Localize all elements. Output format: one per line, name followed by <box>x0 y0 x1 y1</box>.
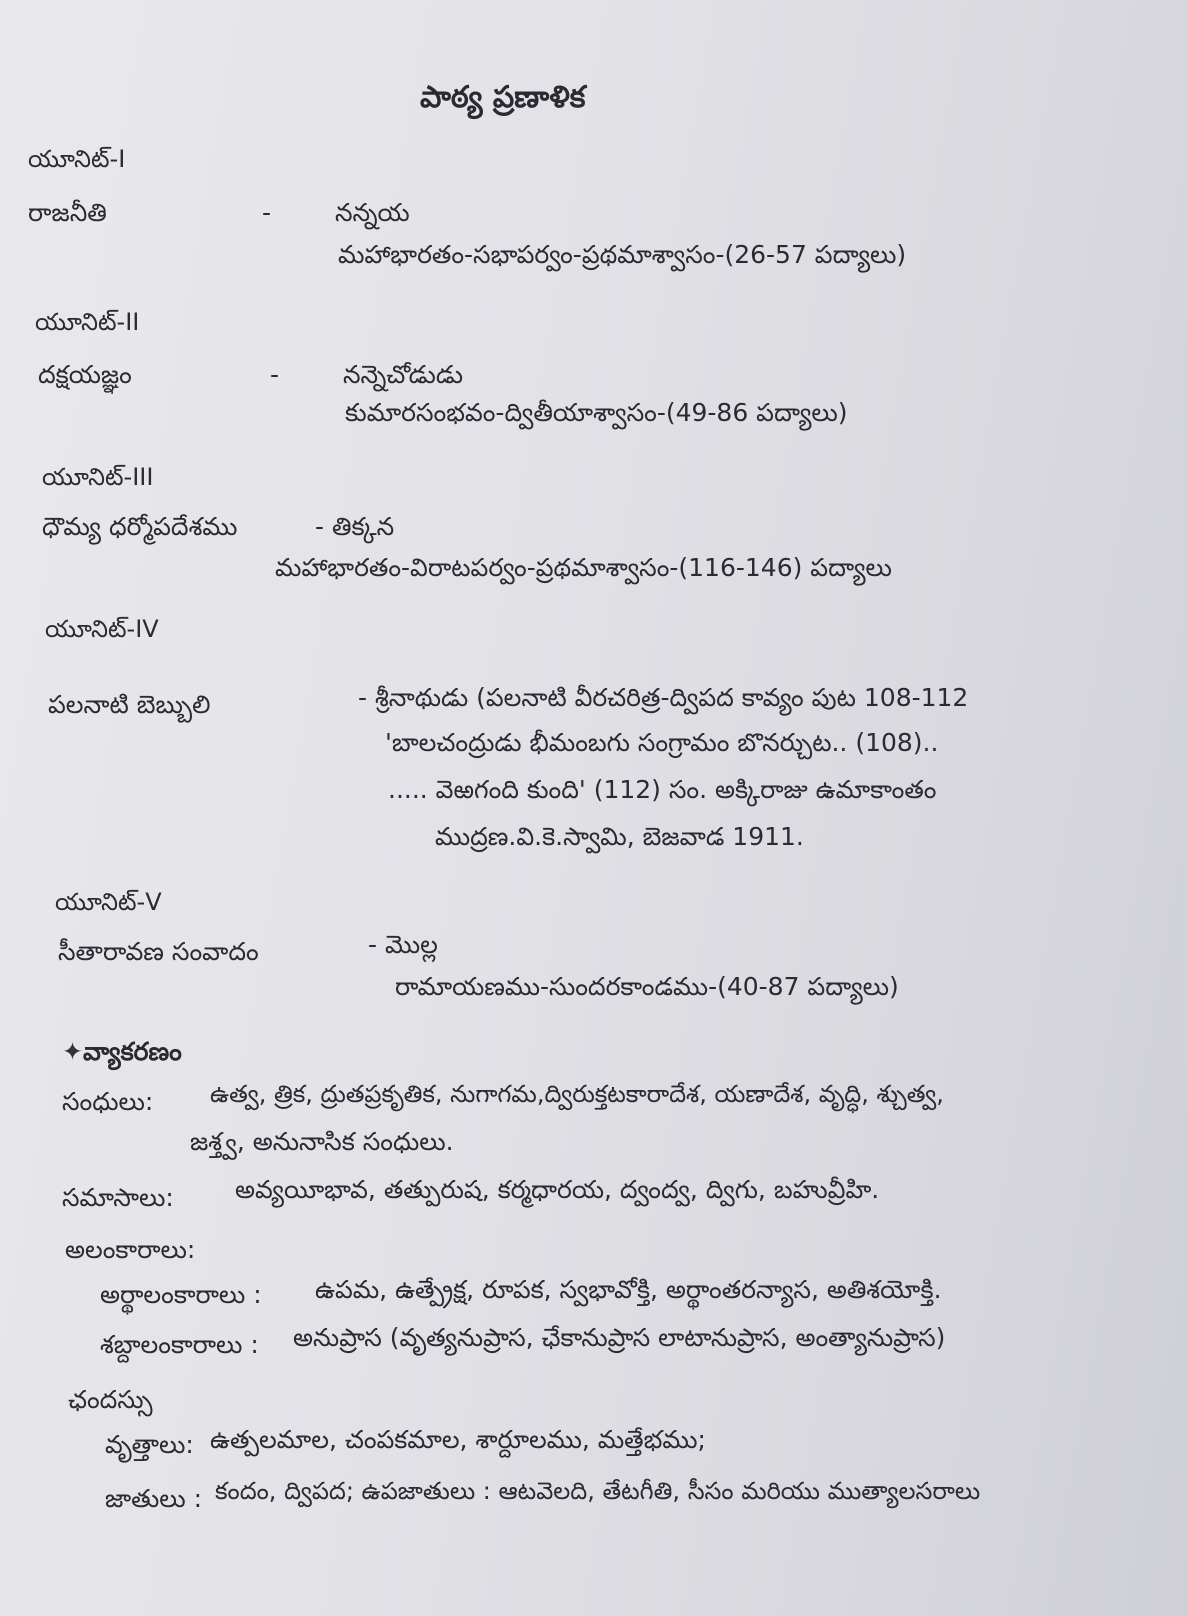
unit-3-topic: ధౌమ్య ధర్మోపదేశము <box>42 512 238 541</box>
unit-5-source: రామాయణము-సుందరకాండము-(40-87 పద్యాలు) <box>395 972 899 1001</box>
unit-2-topic: దక్షయజ్ఞం <box>38 360 132 389</box>
unit-2-dash: - <box>270 360 280 389</box>
page-title: పాఠ్య ప్రణాళిక <box>420 80 586 115</box>
unit-2-author: నన్నెచోడుడు <box>343 360 463 389</box>
unit-5-author: - మొల్ల <box>368 930 438 959</box>
star-icon: ✦ <box>62 1037 83 1066</box>
sandhulu-line-1: ఉత్వ, త్రిక, ద్రుతప్రకృతిక, నుగాగమ,ద్విరుక్తటకారాదేశ, యణాదేశ, వృద్ధి, శ్చుత్వ, <box>210 1080 944 1108</box>
unit-1-topic: రాజనీతి <box>28 198 107 227</box>
unit-5-topic: సీతారావణ సంవాదం <box>58 937 259 966</box>
unit-1-dash: - <box>262 198 272 227</box>
unit-3-author: - తిక్కన <box>315 512 395 541</box>
unit-5-heading: యూనిట్-V <box>55 888 162 916</box>
grammar-heading-label: వ్యాకరణం <box>82 1037 182 1066</box>
unit-4-heading: యూనిట్-IV <box>45 615 159 643</box>
unit-2-source: కుమారసంభవం-ద్వితీయాశ్వాసం-(49-86 పద్యాలు) <box>345 398 848 427</box>
unit-2-heading: యూనిట్-II <box>35 308 140 336</box>
unit-4-line-1: 'బాలచంద్రుడు భీమంబగు సంగ్రామం బొనర్చుట.. (108).. <box>385 728 939 757</box>
unit-3-heading: యూనిట్-III <box>42 463 154 491</box>
unit-4-author: - శ్రీనాథుడు (పలనాటి వీరచరిత్ర-ద్విపద కావ్యం పుట 108-112 <box>358 683 969 712</box>
alankaralu-label: అలంకారాలు: <box>65 1235 196 1264</box>
artha-label: అర్థాలంకారాలు : <box>100 1280 262 1309</box>
jatulu-label: జాతులు : <box>105 1484 202 1513</box>
unit-4-line-3: ముద్రణ.వి.కె.స్వామి, బెజవాడ 1911. <box>435 822 804 851</box>
grammar-heading <box>62 1037 182 1067</box>
jatulu-value: కందం, ద్విపద; ఉపజాతులు : ఆటవెలది, తేటగీతి, సీసం మరియు ముత్యాలసరాలు <box>215 1477 981 1505</box>
unit-1-author: నన్నయ <box>335 198 410 227</box>
vrittalu-value: ఉత్పలమాల, చంపకమాల, శార్దూలము, మత్తేభము; <box>210 1425 706 1454</box>
unit-3-source: మహాభారతం-విరాటపర్వం-ప్రథమాశ్వాసం-(116-146) పద్యాలు <box>275 553 892 582</box>
vrittalu-label: వృత్తాలు: <box>105 1430 194 1459</box>
sandhulu-line-2: జశ్త్వ, అనునాసిక సంధులు. <box>190 1127 454 1156</box>
unit-4-line-2: ..... వెఱగంది కుంది' (112) సం. అక్కిరాజు ఉమాకాంతం <box>388 775 937 804</box>
unit-4-topic: పలనాటి బెబ్బులి <box>48 690 211 719</box>
shabda-value: అనుప్రాస (వృత్యనుప్రాస, ఛేకానుప్రాస లాటానుప్రాస, అంత్యానుప్రాస) <box>293 1323 946 1352</box>
unit-1-heading: యూనిట్-I <box>28 145 126 173</box>
unit-1-source: మహాభారతం-సభాపర్వం-ప్రథమాశ్వాసం-(26-57 పద్యాలు) <box>338 240 907 269</box>
samasalu-label: సమాసాలు: <box>62 1183 174 1212</box>
chandassu-label: ఛందస్సు <box>68 1385 153 1414</box>
shabda-label: శబ్దాలంకారాలు : <box>100 1330 259 1359</box>
artha-value: ఉపమ, ఉత్ప్రేక్ష, రూపక, స్వభావోక్తి, అర్థాంతరన్యాస, అతిశయోక్తి. <box>315 1275 942 1304</box>
sandhulu-label: సంధులు: <box>62 1087 154 1116</box>
samasalu-value: అవ్యయీభావ, తత్పురుష, కర్మధారయ, ద్వంద్వ, ద్విగు, బహువ్రీహి. <box>235 1175 880 1204</box>
